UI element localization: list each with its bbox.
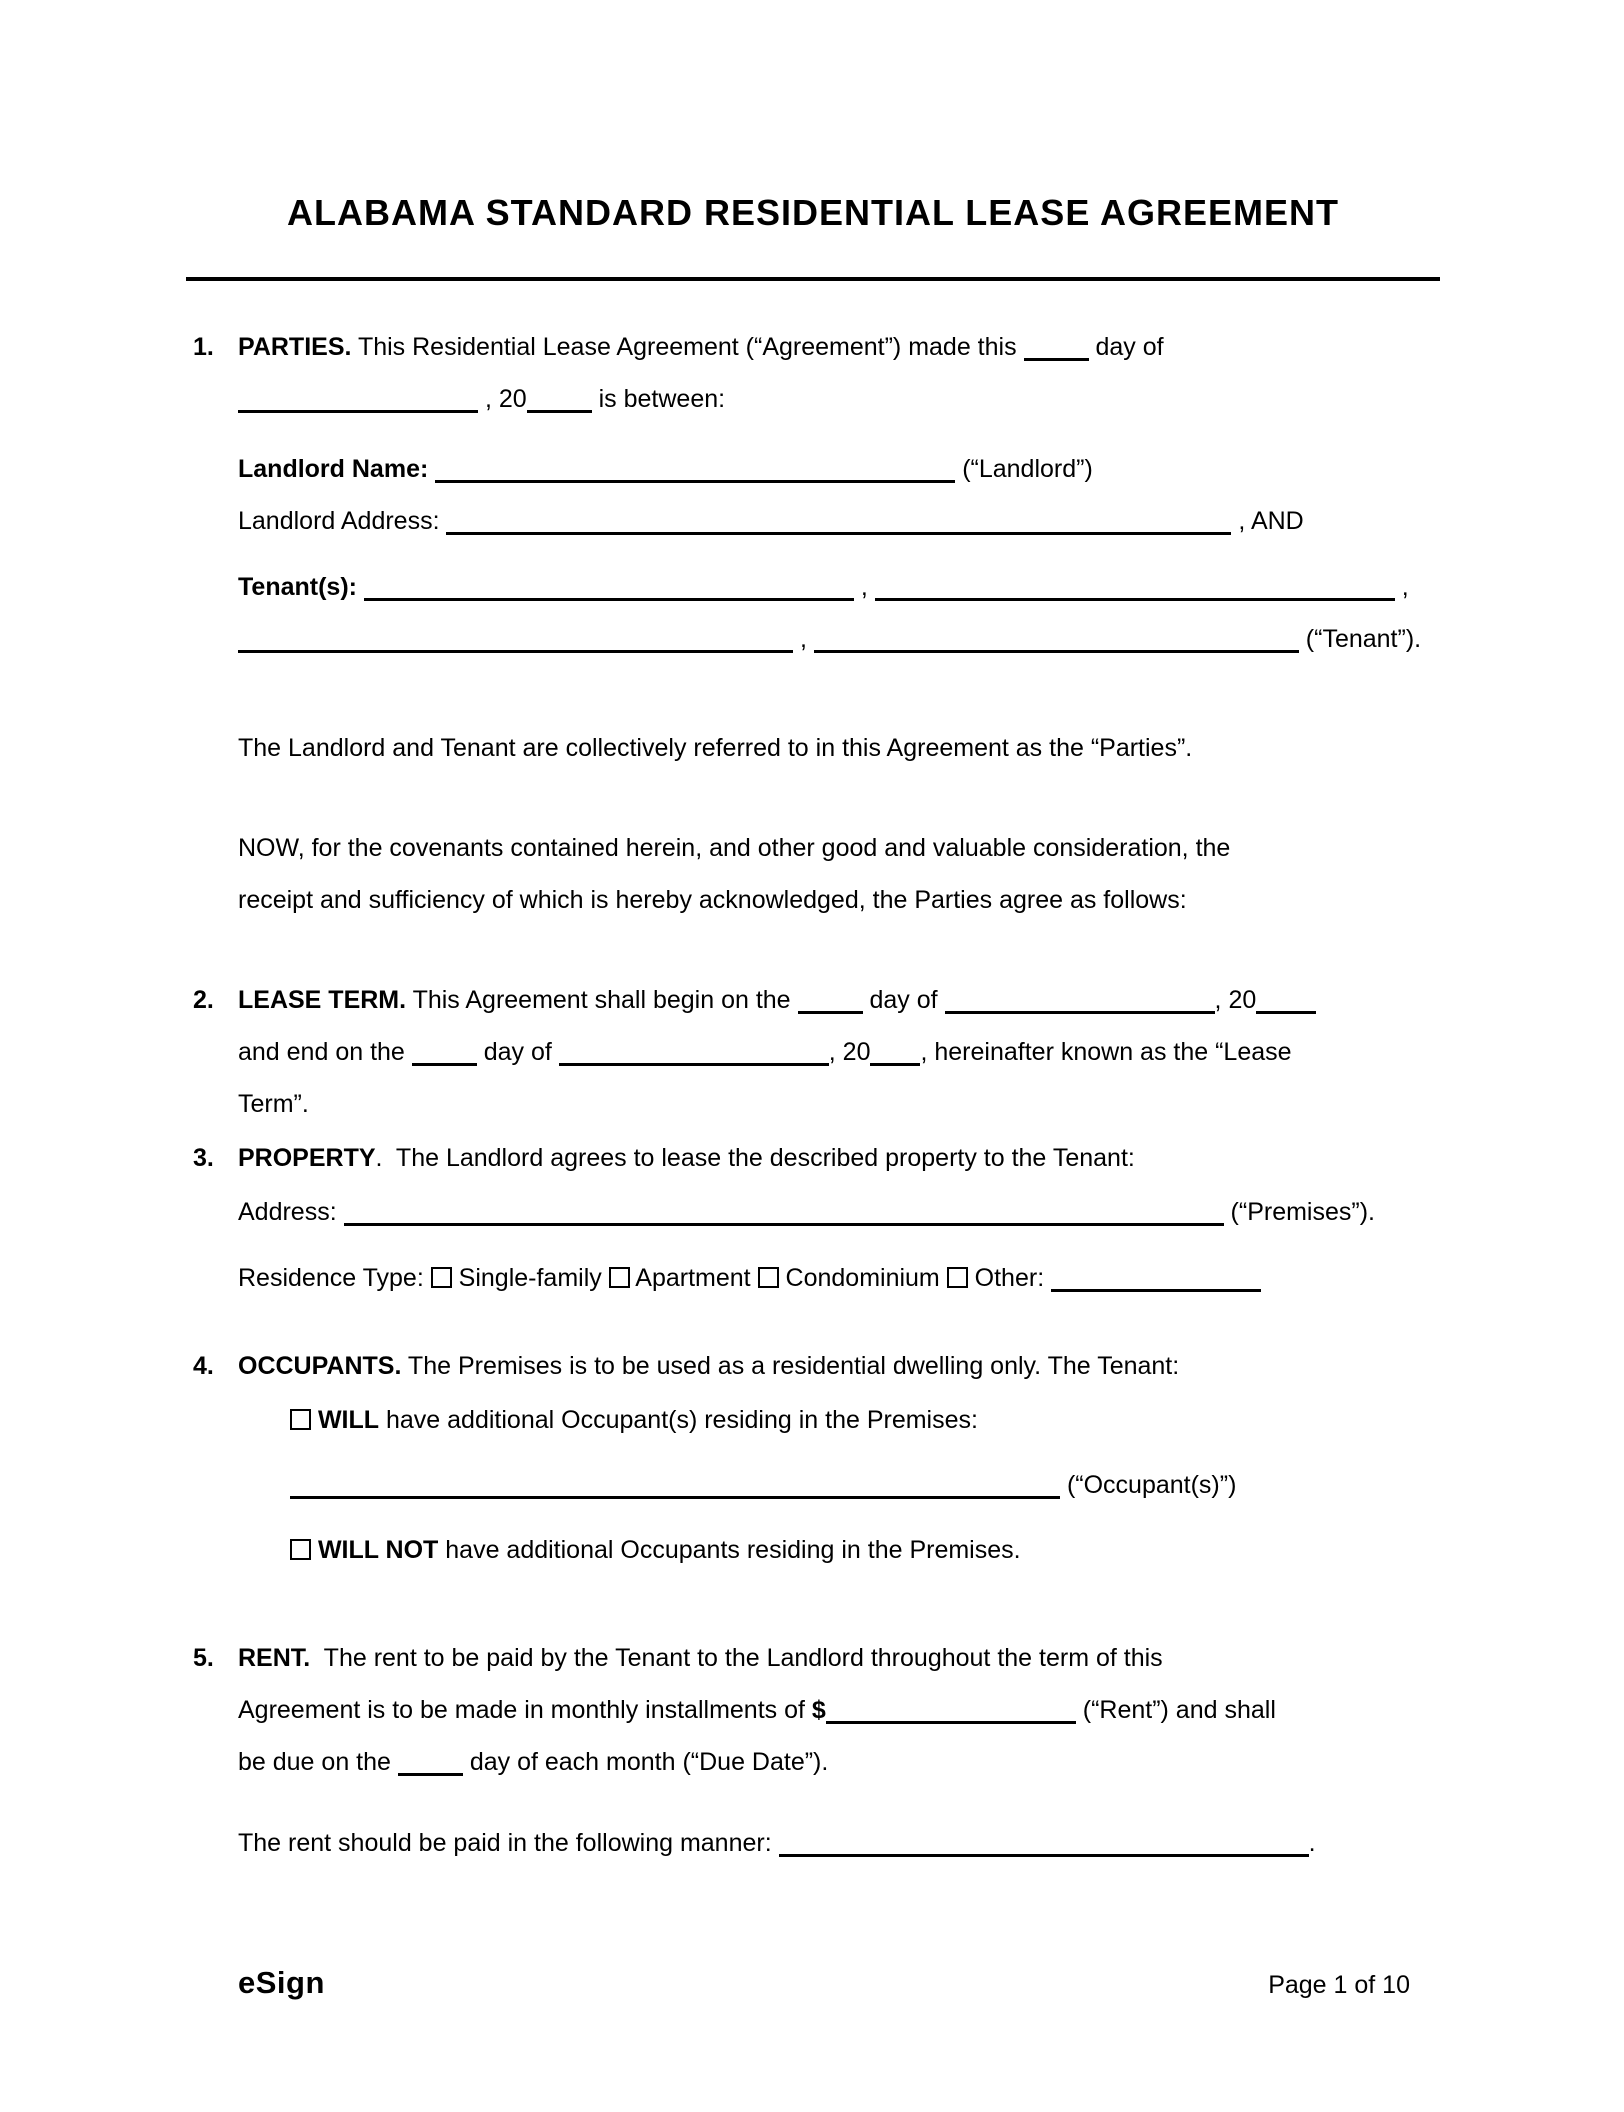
text-run: Address:: [238, 1198, 344, 1226]
section-number: 5.: [193, 1644, 214, 1672]
section-number: 3.: [193, 1144, 214, 1172]
blank-field[interactable]: [238, 626, 793, 653]
text-run: .: [1308, 1829, 1316, 1857]
text-run: , 20: [1214, 986, 1257, 1014]
covenants-paragraph-line-2: [186, 874, 1440, 926]
section-2-lease-term-line-1: [186, 974, 1440, 1026]
section-4-occupants-heading: [186, 1340, 1440, 1392]
section-number: 4.: [193, 1352, 214, 1380]
text-run: Landlord Name:: [238, 455, 436, 483]
blank-field[interactable]: [814, 626, 1299, 653]
text-run: (“Rent”) and shall: [1075, 1696, 1276, 1724]
blank-field[interactable]: [446, 508, 1231, 535]
text-run: Tenant(s):: [238, 573, 364, 601]
blank-field[interactable]: [875, 574, 1395, 601]
checkbox-icon[interactable]: [290, 1409, 311, 1430]
text-run: PARTIES.: [238, 333, 352, 361]
document-content: [186, 0, 1440, 2001]
section-2-lease-term-line-3: [186, 1078, 1440, 1130]
text-run: ,: [793, 625, 814, 653]
blank-field[interactable]: [826, 1697, 1076, 1724]
section-1-parties-line-1: [186, 321, 1440, 373]
text-run: . The Landlord agrees to lease the described property to the Tenant:: [375, 1144, 1135, 1172]
text-run: PROPERTY: [238, 1144, 376, 1172]
checkbox-icon[interactable]: [947, 1267, 968, 1288]
blank-field[interactable]: [398, 1749, 463, 1776]
text-run: (“Occupant(s)”): [1060, 1471, 1237, 1499]
text-run: receipt and sufficiency of which is hereby acknowledged, the Parties agree as follows:: [238, 886, 1187, 914]
blank-field[interactable]: [290, 1472, 1060, 1499]
text-run: Term”.: [238, 1090, 309, 1118]
blank-field[interactable]: [779, 1830, 1309, 1857]
blank-field[interactable]: [238, 386, 478, 413]
text-run: Agreement is to be made in monthly installments of: [238, 1696, 812, 1724]
blank-field[interactable]: [798, 987, 863, 1014]
occupants-will-not-option: [186, 1524, 1440, 1576]
blank-field[interactable]: [527, 386, 592, 413]
text-run: day of: [862, 986, 945, 1014]
text-run: have additional Occupants residing in the Premises.: [438, 1536, 1021, 1564]
document-title: ALABAMA STANDARD RESIDENTIAL LEASE AGREEMENT: [286, 192, 1340, 233]
section-1-parties-line-2: [186, 373, 1440, 425]
text-run: Residence Type:: [238, 1264, 431, 1292]
text-run: is between:: [591, 385, 726, 413]
section-5-rent-line-2: [186, 1684, 1440, 1736]
parties-collective-paragraph: [186, 722, 1440, 774]
text-run: (“Tenant”).: [1298, 625, 1422, 653]
blank-field[interactable]: [435, 456, 955, 483]
page-footer: [186, 1965, 1440, 2001]
section-5-rent-line-3: [186, 1736, 1440, 1788]
checkbox-icon[interactable]: [609, 1267, 630, 1288]
text-run: have additional Occupant(s) residing in the Premises:: [379, 1406, 978, 1434]
checkbox-icon[interactable]: [290, 1539, 311, 1560]
landlord-name-line: [186, 443, 1440, 495]
property-address-line: [186, 1186, 1440, 1238]
text-run: RENT.: [238, 1644, 311, 1672]
text-run: be due on the: [238, 1748, 398, 1776]
checkbox-icon[interactable]: [758, 1267, 779, 1288]
text-run: , 20: [828, 1038, 871, 1066]
section-3-property-heading: [186, 1132, 1440, 1184]
text-run: Condominium: [778, 1264, 947, 1292]
text-run: LEASE TERM.: [238, 986, 407, 1014]
blank-field[interactable]: [1051, 1265, 1261, 1292]
blank-field[interactable]: [344, 1199, 1224, 1226]
text-run: WILL: [317, 1406, 380, 1434]
section-number: 2.: [193, 986, 214, 1014]
section-5-rent-line-1: [186, 1632, 1440, 1684]
title-divider: [186, 277, 1440, 281]
section-number: 1.: [193, 333, 214, 361]
residence-type-line: [186, 1252, 1440, 1304]
text-run: [311, 1406, 318, 1434]
text-run: [311, 1536, 318, 1564]
text-run: day of each month (“Due Date”).: [462, 1748, 829, 1776]
text-run: WILL NOT: [317, 1536, 439, 1564]
text-run: ,: [853, 573, 875, 601]
text-run: Single-family: [451, 1264, 609, 1292]
text-run: The rent should be paid in the following manner:: [238, 1829, 779, 1857]
text-run: The Premises is to be used as a residential dwelling only. The Tenant:: [401, 1352, 1180, 1380]
covenants-paragraph-line-1: [186, 822, 1440, 874]
text-run: day of: [1088, 333, 1164, 361]
blank-field[interactable]: [945, 987, 1215, 1014]
page-number: Page 1 of 10: [1268, 1971, 1410, 1999]
esign-logo: eSign: [238, 1965, 325, 2000]
blank-field[interactable]: [559, 1039, 829, 1066]
landlord-address-line: [186, 495, 1440, 547]
tenants-line-1: [186, 561, 1440, 613]
occupants-blank-line: [186, 1459, 1440, 1511]
text-run: ,: [1394, 573, 1409, 601]
text-run: Landlord Address:: [238, 507, 447, 535]
section-2-lease-term-line-2: [186, 1026, 1440, 1078]
occupants-will-option: [186, 1394, 1440, 1446]
rent-payment-manner-line: [186, 1817, 1440, 1869]
text-run: , hereinafter known as the “Lease: [920, 1038, 1292, 1066]
blank-field[interactable]: [1024, 334, 1089, 361]
text-run: The rent to be paid by the Tenant to the Landlord throughout the term of this: [310, 1644, 1163, 1672]
text-run: $: [811, 1696, 826, 1724]
blank-field[interactable]: [870, 1039, 920, 1066]
checkbox-icon[interactable]: [431, 1267, 452, 1288]
text-run: The Landlord and Tenant are collectively referred to in this Agreement as the “Parties”.: [238, 734, 1193, 762]
text-run: (“Premises”).: [1223, 1198, 1375, 1226]
blank-field[interactable]: [1256, 987, 1316, 1014]
text-run: , 20: [478, 385, 527, 413]
text-run: and end on the: [238, 1038, 412, 1066]
text-run: This Agreement shall begin on the: [406, 986, 798, 1014]
text-run: OCCUPANTS.: [238, 1352, 402, 1380]
text-run: day of: [476, 1038, 559, 1066]
document-body: [186, 321, 1440, 1869]
text-run: Other:: [967, 1264, 1052, 1292]
text-run: This Residential Lease Agreement (“Agreement”) made this: [351, 333, 1024, 361]
text-run: , AND: [1231, 507, 1304, 535]
text-run: Apartment: [629, 1264, 758, 1292]
text-run: (“Landlord”): [955, 455, 1093, 483]
tenants-line-2: [186, 613, 1440, 665]
blank-field[interactable]: [364, 574, 854, 601]
text-run: NOW, for the covenants contained herein, and other good and valuable consideration, the: [238, 834, 1231, 862]
blank-field[interactable]: [412, 1039, 477, 1066]
